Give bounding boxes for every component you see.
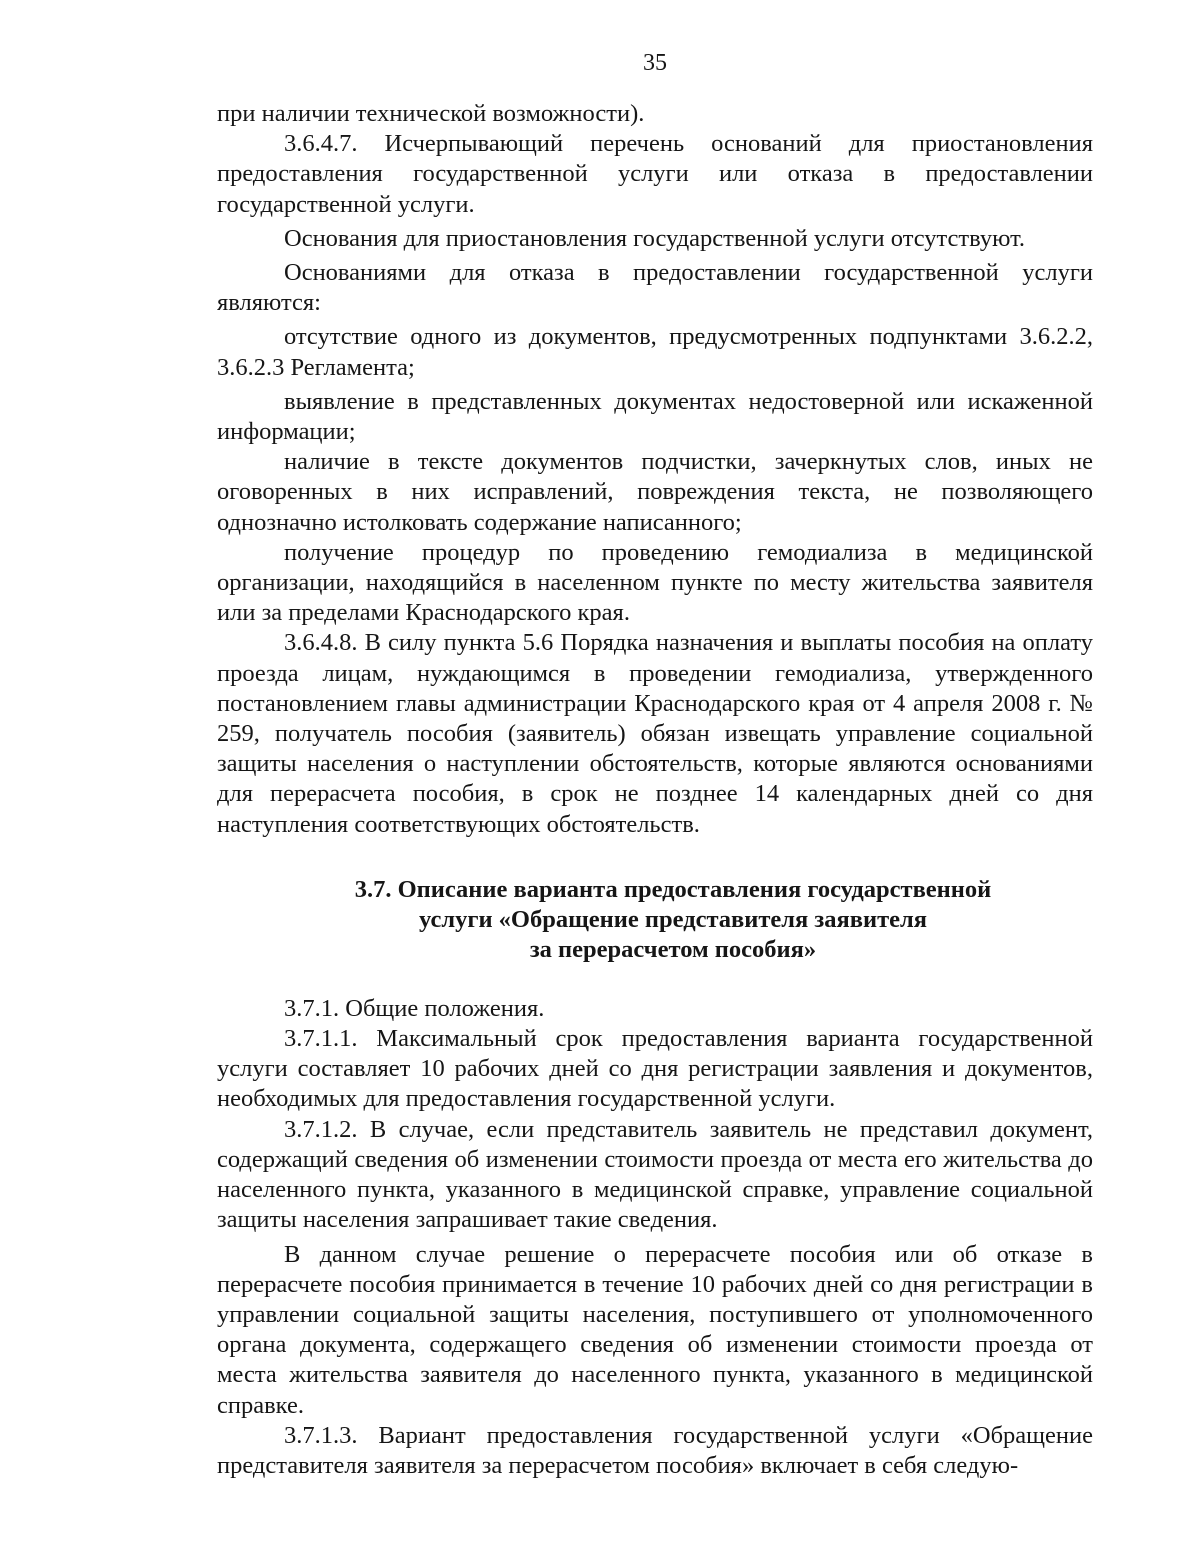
document-body [217,99,1093,1481]
section-heading-line-1: 3.7. Описание варианта предоставления государственной [354,875,992,903]
paragraph-recalculation-decision: В данном случае решение о перерасчете пособия или об отказе в перерасчете пособия принимается в течение 10 рабочих дней со дня регистрации в управлении социальной защиты населения, поступившего от уполномоченного органа документа, содержащего сведения об изменении стоимости проезда от места жительства заявителя до населенного пункта, указанного в медицинской справке. [217,1240,1093,1419]
section-heading-line-2: услуги «Обращение представителя заявителя [418,905,928,933]
paragraph-continuation: при наличии технической возможности). [217,100,645,127]
list-item-hemodialysis-location: получение процедур по проведению гемодиализа в медицинской организации, находящийся в населенном пункте по месту жительства заявителя или за пределами Краснодарского края. [217,538,1093,627]
page-number: 35 [643,50,667,76]
list-item-missing-documents: отсутствие одного из документов, предусмотренных подпунктами 3.6.2.2, 3.6.2.3 Регламента; [217,323,1093,381]
section-heading-3-7 [217,875,1093,965]
list-item-corrections: наличие в тексте документов подчистки, зачеркнутых слов, иных не оговоренных в них исправлений, повреждения текста, не позволяющего однозначно истолковать содержание написанного; [217,448,1093,536]
paragraph-no-suspension-grounds: Основания для приостановления государственной услуги отсутствуют. [284,224,1026,252]
paragraph-3-6-4-7: 3.6.4.7. Исчерпывающий перечень оснований для приостановления предоставления государственной услуги или отказа в предоставлении государственной услуги. [217,130,1093,218]
section-heading-line-3: за перерасчетом пособия» [529,935,817,963]
paragraph-3-7-1-1: 3.7.1.1. Максимальный срок предоставления варианта государственной услуги составляет 10 рабочих дней со дня регистрации заявления и документов, необходимых для предоставления государственной услуги. [217,1025,1093,1113]
list-item-false-information: выявление в представленных документах недостоверной или искаженной информации; [217,387,1093,446]
paragraph-3-7-1-3: 3.7.1.3. Вариант предоставления государственной услуги «Обращение представителя заявителя за перерасчетом пособия» включает в себя следую- [217,1421,1093,1479]
paragraph-3-7-1-2: 3.7.1.2. В случае, если представитель заявитель не представил документ, содержащий сведения об изменении стоимости проезда от места его жительства до населенного пункта, указанного в медицинской справке, управление социальной защиты населения запрашивает такие сведения. [217,1115,1093,1234]
paragraph-3-7-1: 3.7.1. Общие положения. [284,994,545,1022]
paragraph-refusal-grounds: Основаниями для отказа в предоставлении государственной услуги являются: [217,259,1093,317]
paragraph-3-6-4-8: 3.6.4.8. В силу пункта 5.6 Порядка назначения и выплаты пособия на оплату проезда лицам, нуждающимся в проведении гемодиализа, утвержденного постановлением главы администрации Краснодарского края от 4 апреля 2008 г. № 259, получатель пособия (заявитель) обязан извещать управление социальной защиты населения о наступлении обстоятельств, которые являются основаниями для перерасчета пособия, в срок не позднее 14 календарных дней со дня наступления соответствующих обстоятельств. [217,629,1093,838]
